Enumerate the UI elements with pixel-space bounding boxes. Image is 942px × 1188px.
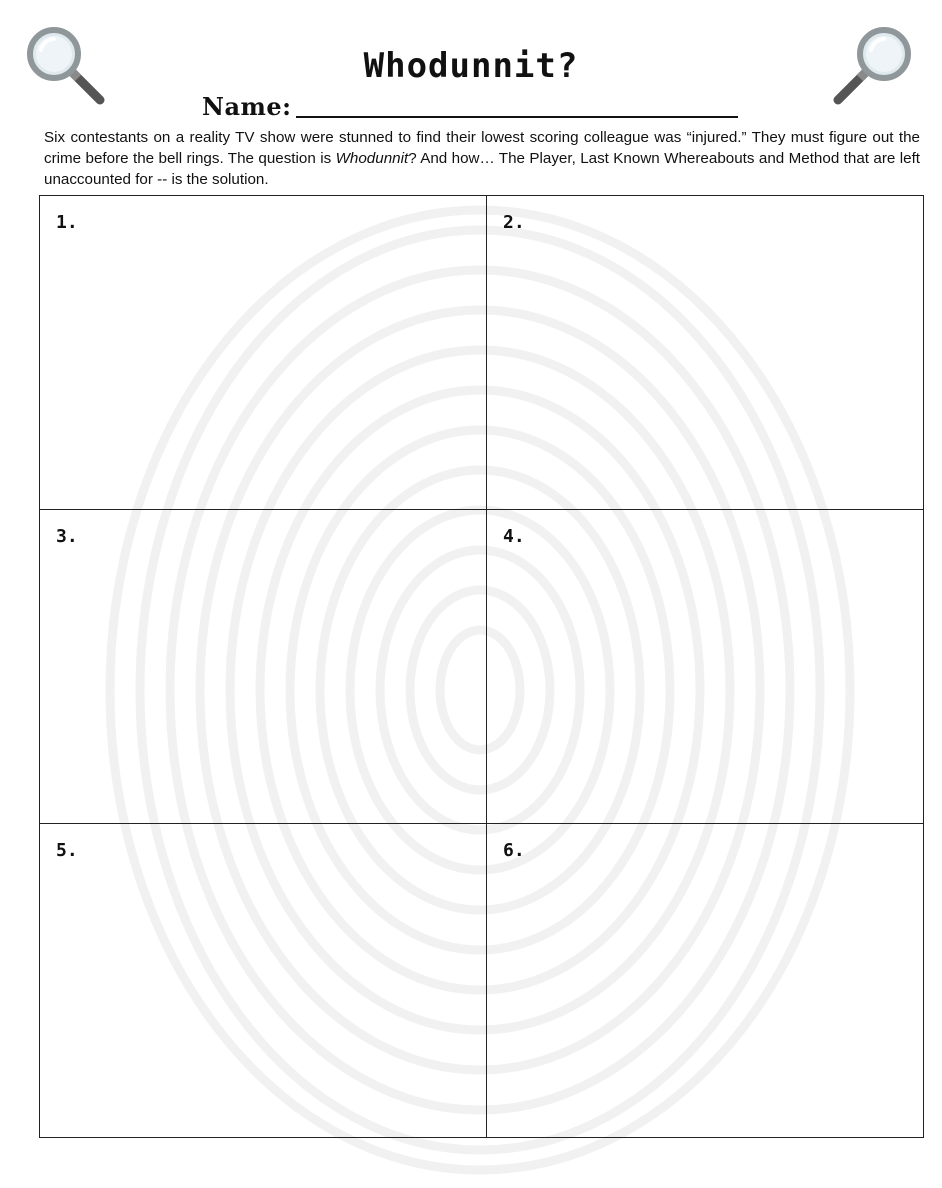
name-row xyxy=(202,93,738,121)
box-number: 2. xyxy=(503,212,525,233)
worksheet-title: Whodunnit? xyxy=(363,46,579,86)
box-number: 6. xyxy=(503,840,525,861)
intro-text-emphasis: Whodunnit xyxy=(335,150,409,167)
answer-box-5[interactable] xyxy=(40,824,487,1137)
answer-box-2[interactable] xyxy=(487,196,923,510)
box-number: 5. xyxy=(56,840,78,861)
box-number: 3. xyxy=(56,526,78,547)
name-label: Name: xyxy=(202,92,292,121)
box-number: 4. xyxy=(503,526,525,547)
name-field[interactable] xyxy=(296,116,738,118)
answer-box-4[interactable] xyxy=(487,510,923,824)
intro-text-end: ? And how… The Player, Last Known Whereabouts and Method that are left unaccounted for -- is the solution. xyxy=(44,150,921,188)
answer-grid xyxy=(39,195,924,1138)
intro-paragraph xyxy=(44,127,920,190)
box-number: 1. xyxy=(56,212,78,233)
answer-box-6[interactable] xyxy=(487,824,923,1137)
answer-box-3[interactable] xyxy=(40,510,487,824)
intro-text-start: Six contestants on a reality TV show were stunned to find their lowest scoring colleague was “injured.” They must figure out the crime before the bell rings. The question is xyxy=(44,129,920,167)
answer-box-1[interactable] xyxy=(40,196,487,510)
